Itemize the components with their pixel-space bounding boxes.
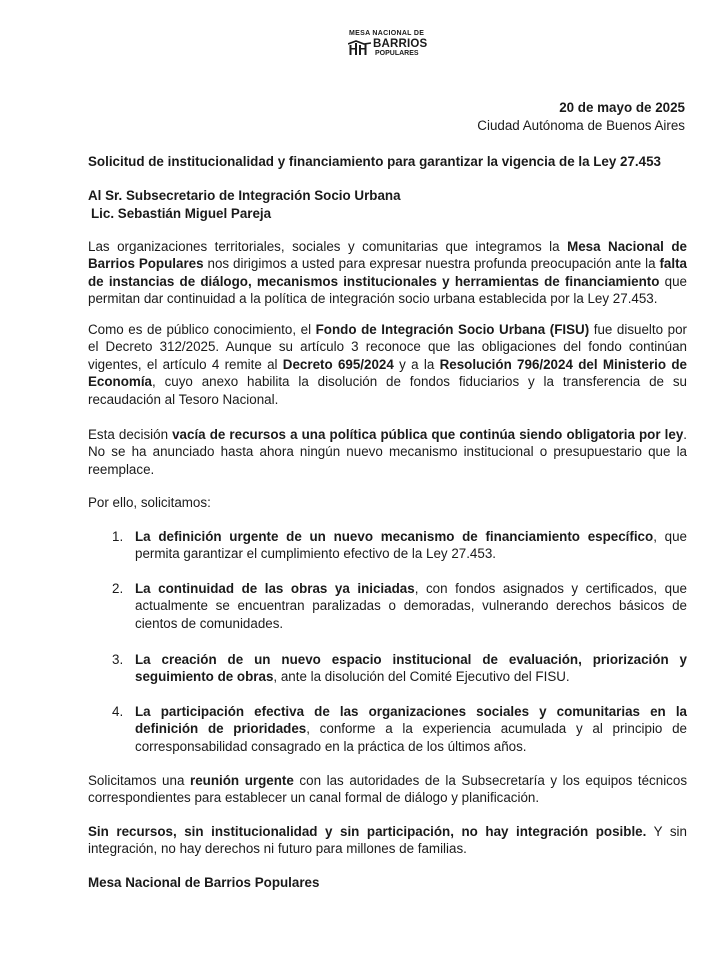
logo-text-line3: POPULARES: [375, 50, 419, 57]
logo-text-line1: MESA NACIONAL DE: [349, 30, 425, 37]
addressee-name: Lic. Sebastián Miguel Pareja: [91, 206, 272, 221]
request-text: La continuidad de las obras ya iniciadas, con fondos asignados y certificados, que actualmente se encuentran paralizadas o demoradas, vulnerando derechos básicos de cientos de comunidades.: [135, 581, 688, 631]
request-number: 3.: [112, 652, 124, 667]
logo-text-line2: BARRIOS: [373, 38, 428, 50]
letter-date: 20 de mayo de 2025: [559, 100, 685, 115]
addressee-title: Al Sr. Subsecretario de Integración Socio Urbana: [88, 188, 401, 203]
letter-subject: Solicitud de institucionalidad y financiamiento para garantizar la vigencia de la Ley 27.453: [88, 154, 661, 169]
paragraph-fisu: Como es de público conocimiento, el Fondo de Integración Socio Urbana (FISU) fue disuelto por el Decreto 312/2025. Aunque su artículo 3 reconoce que las obligaciones del fondo continúan vigentes, el artículo 4 remite al Decreto 695/2024 y a la Resolución 796/2024 del Ministerio de Economía, cuyo anexo habilita la disolución de fondos fiduciarios y la transferencia de su recaudación al Tesoro Nacional.: [88, 322, 688, 407]
request-number: 2.: [112, 581, 124, 596]
organization-logo: [346, 30, 432, 64]
paragraph-meeting-request: Solicitamos una reunión urgente con las autoridades de la Subsecretaría y los equipos técnicos correspondientes para establecer un canal formal de diálogo y planificación.: [88, 773, 688, 806]
request-number: 4.: [112, 704, 124, 719]
paragraph-intro: Las organizaciones territoriales, sociales y comunitarias que integramos la Mesa Nacional de Barrios Populares nos dirigimos a usted para expresar nuestra profunda preocupación ante la falta de instancias de diálogo, mecanismos institucionales y herramientas de financiamiento que permitan dar continuidad a la política de integración socio urbana establecida por la Ley 27.453.: [88, 239, 688, 307]
request-text: La creación de un nuevo espacio institucional de evaluación, priorización y seguimiento de obras, ante la disolución del Comité Ejecutivo del FISU.: [135, 652, 687, 685]
houses-icon: [348, 40, 372, 56]
request-text: La definición urgente de un nuevo mecanismo de financiamiento específico, que permita garantizar el cumplimiento efectivo de la Ley 27.453.: [135, 529, 687, 562]
letter-city: Ciudad Autónoma de Buenos Aires: [477, 118, 685, 133]
requests-intro: Por ello, solicitamos:: [88, 495, 211, 510]
paragraph-closing: Sin recursos, sin institucionalidad y sin participación, no hay integración posible. Y sin integración, no hay derechos ni futuro para millones de familias.: [88, 824, 687, 857]
request-number: 1.: [112, 529, 124, 544]
request-text: La participación efectiva de las organizaciones sociales y comunitarias en la definición de prioridades, conforme a la experiencia acumulada y al principio de corresponsabilidad consagrado en la práctica de los últimos años.: [135, 704, 687, 754]
signature: Mesa Nacional de Barrios Populares: [88, 875, 320, 890]
paragraph-decision: Esta decisión vacía de recursos a una política pública que continúa siendo obligatoria por ley. No se ha anunciado hasta ahora ningún nuevo mecanismo institucional o presupuestario que la reemplace.: [88, 427, 687, 477]
